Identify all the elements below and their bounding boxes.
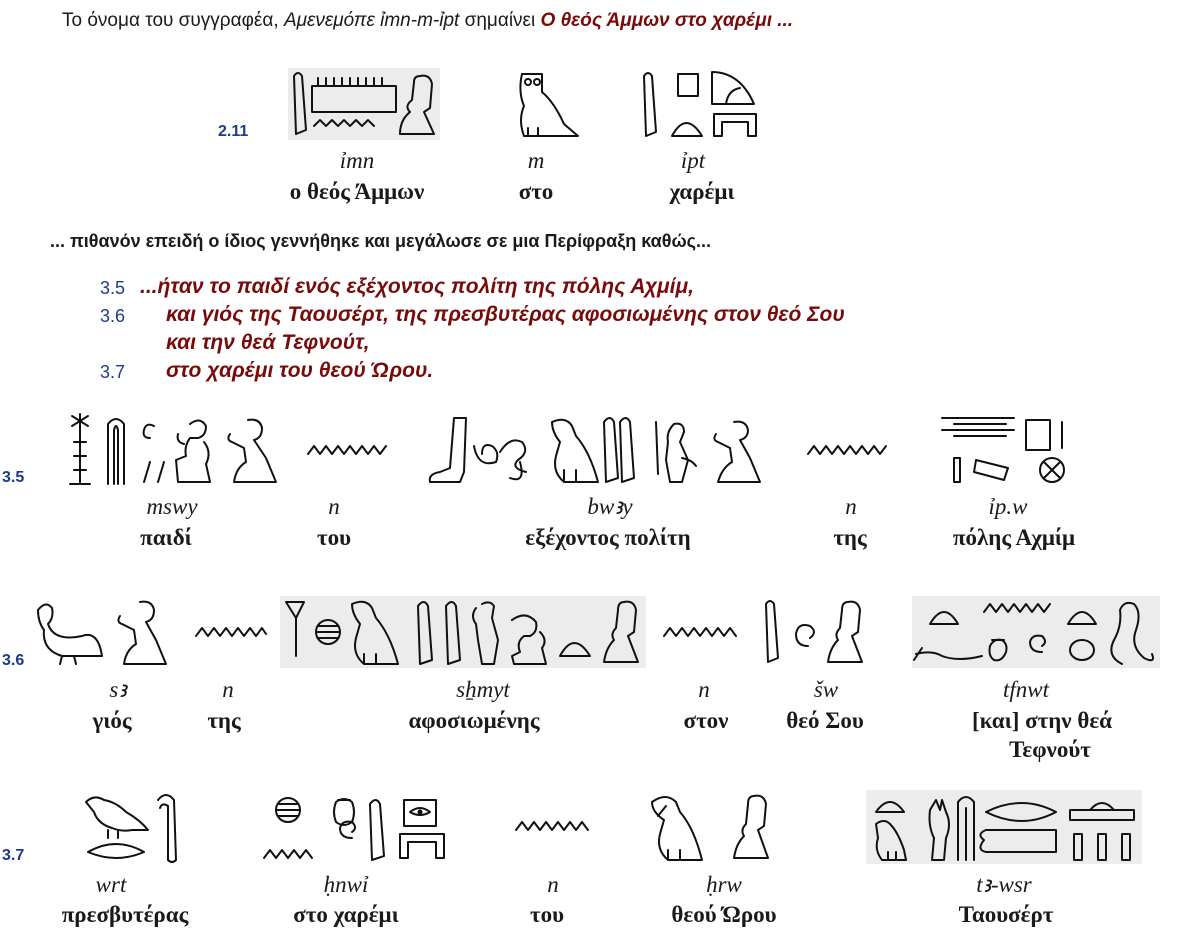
translit-hnwi: ḥnwỉ xyxy=(323,872,369,897)
gloss-hrw: θεού Ώρου xyxy=(671,902,777,927)
verse-number: 3.5 xyxy=(100,278,126,298)
translit-n: n xyxy=(328,494,340,519)
verse-number: 3.7 xyxy=(100,362,126,382)
hieroglyph-group-shw xyxy=(760,596,870,668)
translit-n: n xyxy=(222,677,234,702)
gloss-n: του xyxy=(529,902,565,927)
gloss-n: του xyxy=(316,525,352,550)
hieroglyph-group-hnwi xyxy=(262,794,448,864)
hieroglyph-group-tfnwt xyxy=(912,596,1160,668)
verse-number: 3.6 xyxy=(100,306,126,326)
translit-hrw: ḥrw xyxy=(706,872,742,897)
intro-name: Αμενεμόπε xyxy=(283,10,375,31)
hieroglyph-group-shmyt xyxy=(280,596,646,668)
gloss-m: στο xyxy=(518,179,554,204)
gloss-sa: γιός xyxy=(92,708,132,733)
gloss-ipt: χαρέμι xyxy=(669,179,735,204)
translit-n: n xyxy=(547,872,559,897)
owl-icon xyxy=(508,70,582,140)
translit-tfnwt: tfnwt xyxy=(1002,677,1050,702)
translit-m: m xyxy=(527,148,545,173)
hieroglyph-group-wrt xyxy=(82,790,182,864)
row-3-5-label: 3.5 xyxy=(2,469,25,486)
row-3-6-label: 3.6 xyxy=(2,652,25,669)
water-ripple-icon xyxy=(662,624,738,642)
water-ripple-icon xyxy=(806,440,888,460)
gloss-n: της xyxy=(833,525,867,550)
translit-bwy: bwꜣy xyxy=(587,494,633,519)
gloss-hnwi: στο χαρέμι xyxy=(293,902,399,927)
translit-n: n xyxy=(845,494,857,519)
continuation-line: ... πιθανόν επειδή ο ίδιος γεννήθηκε και μεγάλωσε σε μια Περίφραξη καθώς... xyxy=(50,231,712,251)
gloss-mswy: παιδί xyxy=(140,525,192,550)
translit-imn: ỉmn xyxy=(339,148,375,173)
water-ripple-icon xyxy=(194,624,268,642)
section-2-11-label: 2.11 xyxy=(218,123,249,140)
verse-text: στο χαρέμι του θεού Ώρου. xyxy=(166,359,434,382)
translit-ipw: ỉp.w xyxy=(988,494,1028,519)
verse-text: ...ήταν το παιδί ενός εξέχοντος πολίτη της πόλης Αχμίμ, xyxy=(140,275,695,298)
verse-text: και γιός της Ταουσέρτ, της πρεσβυτέρας αφοσιωμένης στον θεό Σου xyxy=(166,303,845,326)
gloss-tfnwt-line2: Τεφνούτ xyxy=(1009,737,1091,762)
intro-line xyxy=(62,10,793,32)
gloss-ipw: πόλης Αχμίμ xyxy=(952,525,1076,550)
intro-translit: ỉmn-m-ỉpt xyxy=(374,10,460,31)
gloss-n: στον xyxy=(683,708,729,733)
gloss-tawsr: Ταουσέρτ xyxy=(958,902,1054,927)
translit-wrt: wrt xyxy=(95,872,127,897)
translit-tawsr: tꜣ-wsr xyxy=(976,872,1032,897)
translit-n: n xyxy=(698,677,710,702)
hieroglyph-group-mswy xyxy=(66,412,288,488)
translit-ipt: ỉpt xyxy=(680,148,706,173)
hieroglyph-group-imn xyxy=(288,68,440,140)
gloss-wrt: πρεσβυτέρας xyxy=(61,902,189,927)
hieroglyph-group-ipw xyxy=(940,412,1070,488)
gloss-bwy: εξέχοντος πολίτη xyxy=(525,525,691,550)
hieroglyph-group-ipt xyxy=(640,70,762,140)
gloss-n: της xyxy=(207,708,241,733)
intro-mid: σημαίνει xyxy=(459,10,541,31)
gloss-tfnwt: [και] στην θεά xyxy=(971,708,1113,733)
gloss-imn: ο θεός Άμμων xyxy=(289,179,425,204)
row-3-7-label: 3.7 xyxy=(2,847,25,864)
hieroglyph-group-sa xyxy=(32,596,168,668)
water-ripple-icon xyxy=(306,440,388,460)
gloss-shmyt: αφοσιωμένης xyxy=(408,708,540,733)
hieroglyph-group-hrw xyxy=(644,790,772,864)
hieroglyph-group-tawsr xyxy=(866,790,1142,864)
translit-shmyt: sẖmyt xyxy=(456,677,510,702)
intro-meaning: Ο θεός Άμμων στο χαρέμι ... xyxy=(540,10,794,31)
intro-prefix: Το όνομα του συγγραφέα, xyxy=(62,10,284,31)
translit-sa: sꜣ xyxy=(109,677,127,702)
translit-mswy: mswy xyxy=(146,494,198,519)
hieroglyph-group-bwy xyxy=(426,412,772,488)
verse-text: και την θεά Τεφνούτ, xyxy=(166,331,370,354)
translit-shw: šw xyxy=(813,677,839,702)
gloss-shw: θεό Σου xyxy=(786,708,864,733)
water-ripple-icon xyxy=(514,818,590,836)
